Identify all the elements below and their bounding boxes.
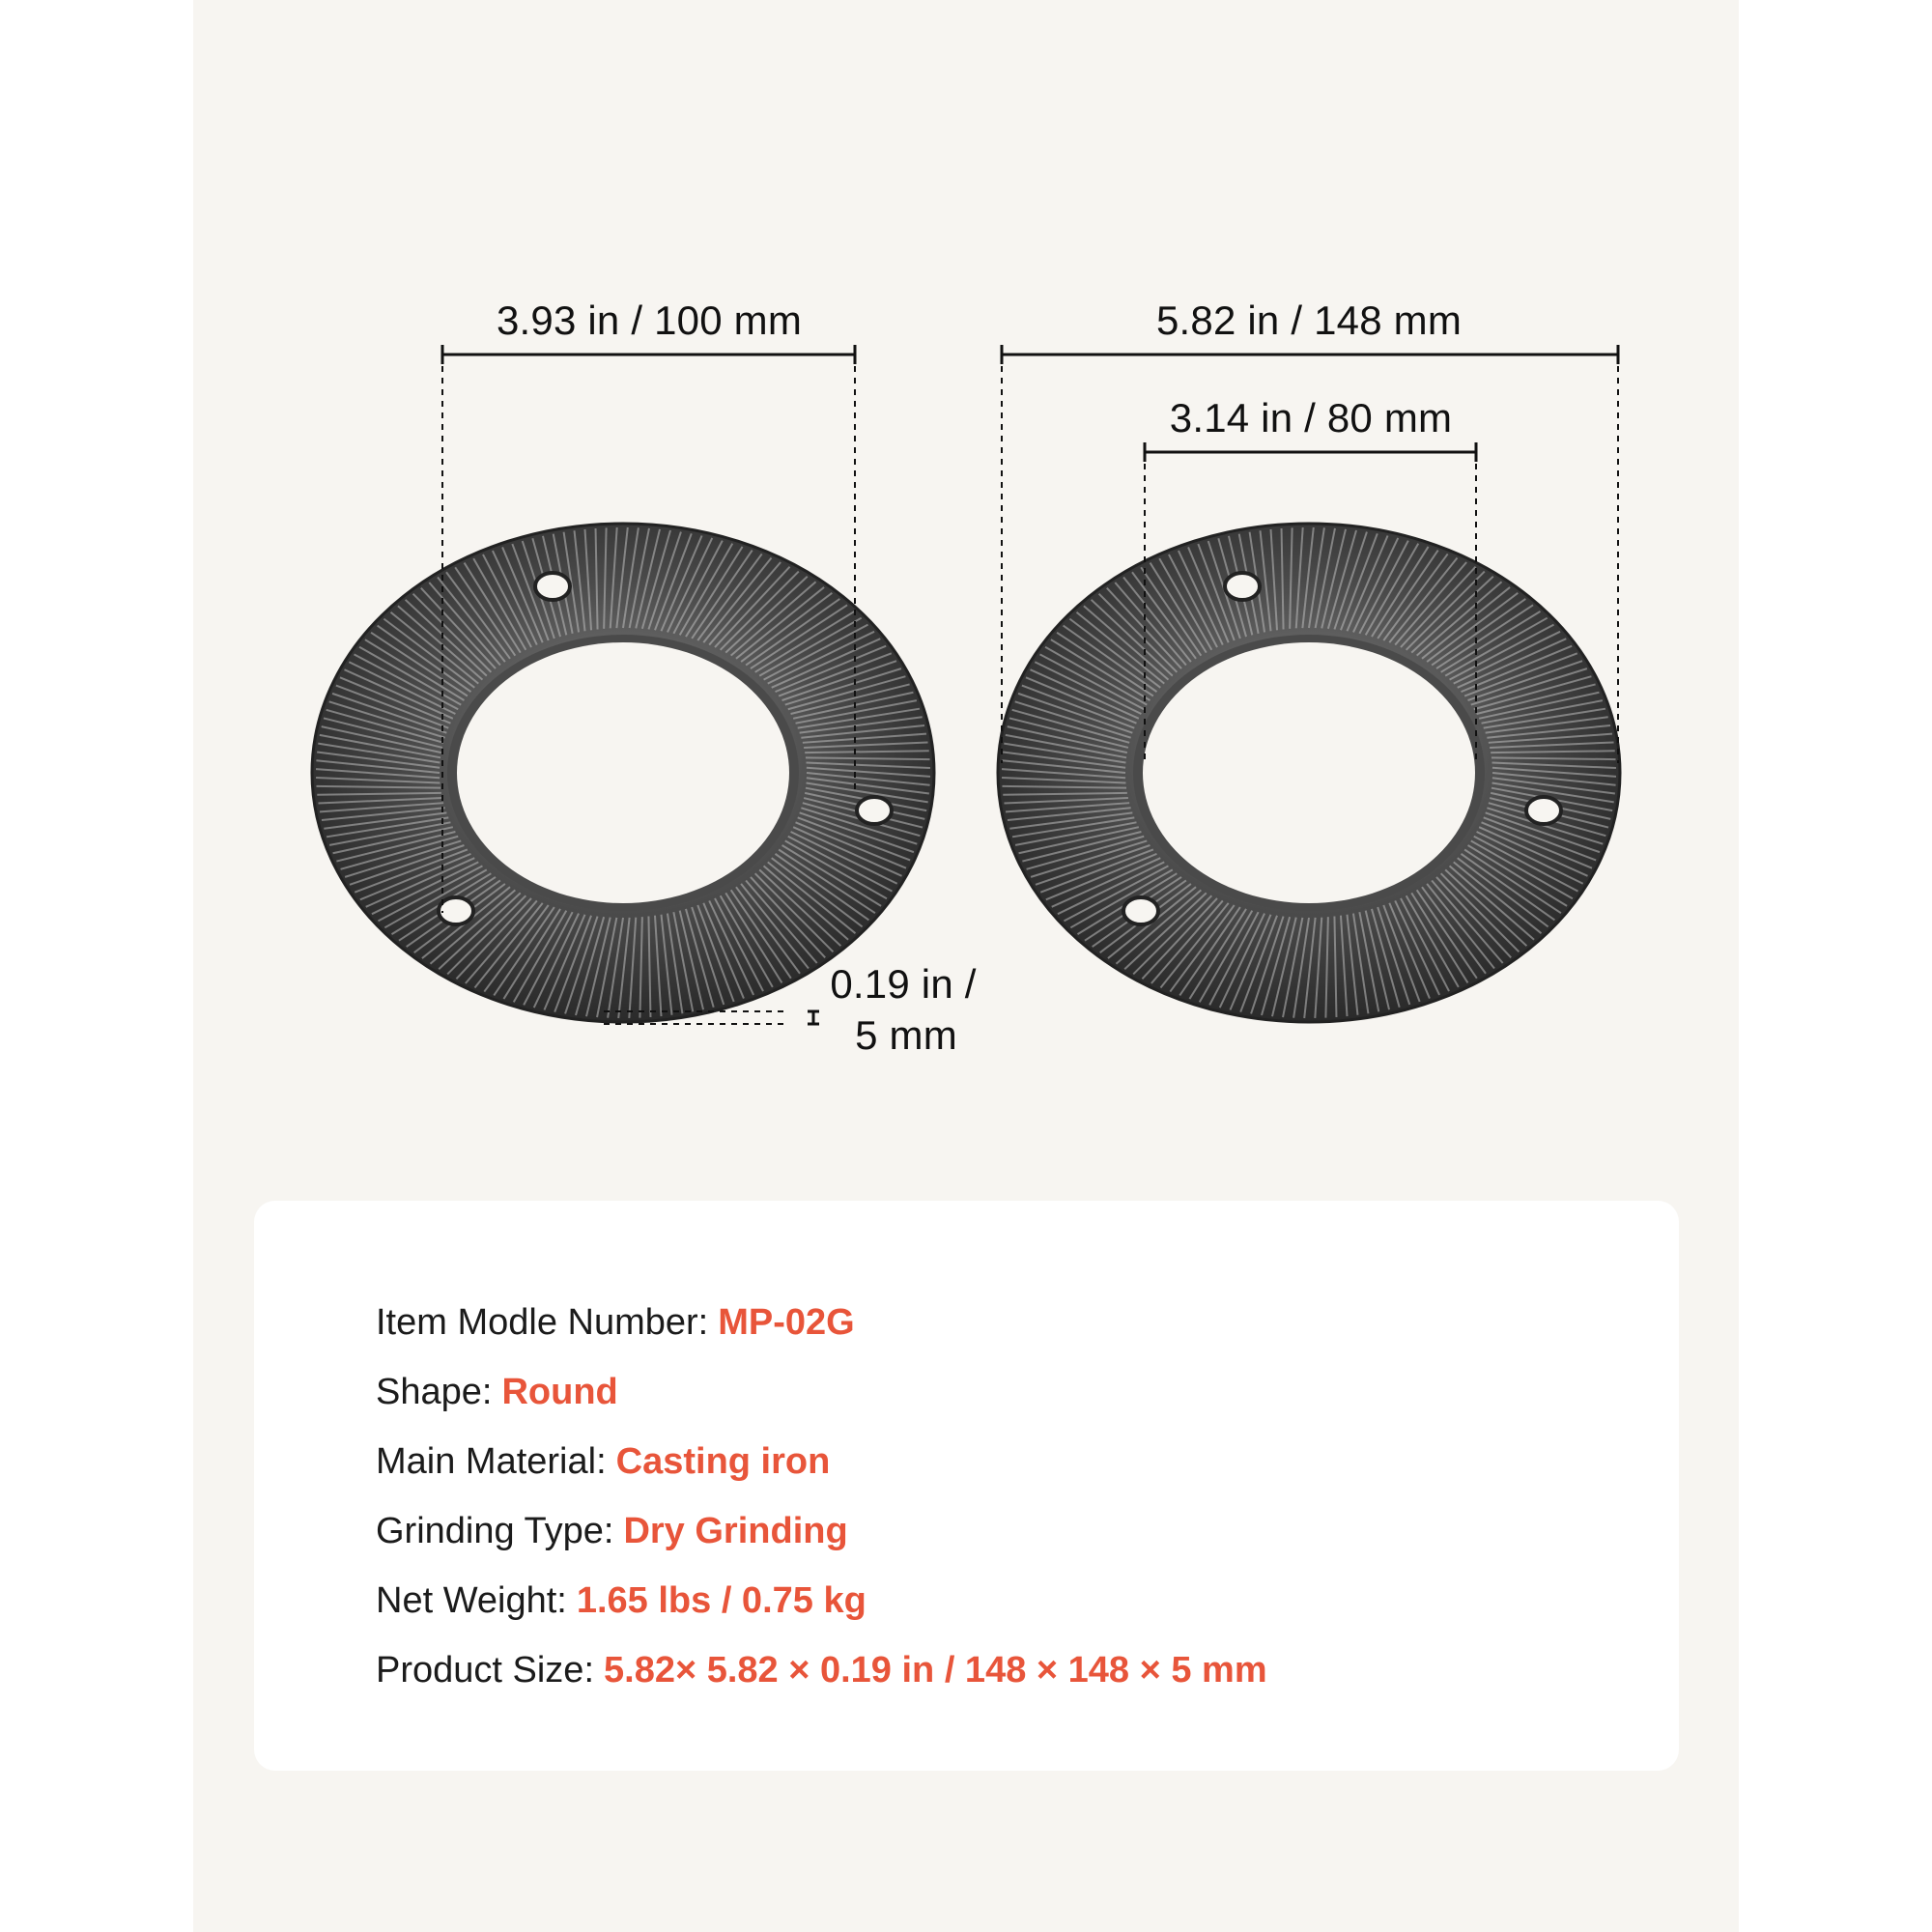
dim-label-thickness-1: 0.19 in /	[830, 961, 977, 1007]
mount-hole	[535, 573, 570, 600]
spec-row	[376, 1566, 1267, 1635]
dim-line-thickness	[808, 1011, 819, 1024]
spec-label: Product Size:	[376, 1650, 594, 1690]
spec-value: 5.82× 5.82 × 0.19 in / 148 × 148 × 5 mm	[604, 1650, 1267, 1690]
spec-value: Round	[501, 1372, 618, 1412]
spec-row	[376, 1496, 1267, 1566]
spec-list	[376, 1288, 1267, 1705]
mount-hole	[1123, 897, 1158, 924]
spec-label: Shape:	[376, 1372, 493, 1412]
dim-line-right-outer	[1002, 345, 1618, 364]
spec-value: Dry Grinding	[623, 1511, 848, 1551]
dim-line-left	[442, 345, 855, 364]
spec-row	[376, 1357, 1267, 1427]
dim-label-right-outer: 5.82 in / 148 mm	[1155, 298, 1463, 343]
spec-value: 1.65 lbs / 0.75 kg	[576, 1580, 867, 1621]
mount-hole	[1225, 573, 1260, 600]
burr-left	[312, 524, 934, 1022]
spec-row	[376, 1635, 1267, 1705]
spec-row	[376, 1427, 1267, 1496]
spec-label: Main Material:	[376, 1441, 607, 1482]
spec-label: Grinding Type:	[376, 1511, 614, 1551]
dim-label-right-inner: 3.14 in / 80 mm	[1169, 395, 1453, 440]
spec-value: MP-02G	[718, 1302, 855, 1343]
spec-card	[254, 1201, 1679, 1771]
spec-row	[376, 1288, 1267, 1357]
mount-hole	[439, 897, 473, 924]
dim-line-right-inner	[1145, 442, 1476, 462]
dim-label-left: 3.93 in / 100 mm	[496, 298, 803, 343]
spec-label: Net Weight:	[376, 1580, 567, 1621]
spec-label: Item Modle Number:	[376, 1302, 709, 1343]
dim-label-thickness-2: 5 mm	[855, 1012, 957, 1058]
mount-hole	[1526, 797, 1561, 824]
burr-right	[998, 524, 1620, 1022]
mount-hole	[857, 797, 892, 824]
spec-value: Casting iron	[615, 1441, 831, 1482]
